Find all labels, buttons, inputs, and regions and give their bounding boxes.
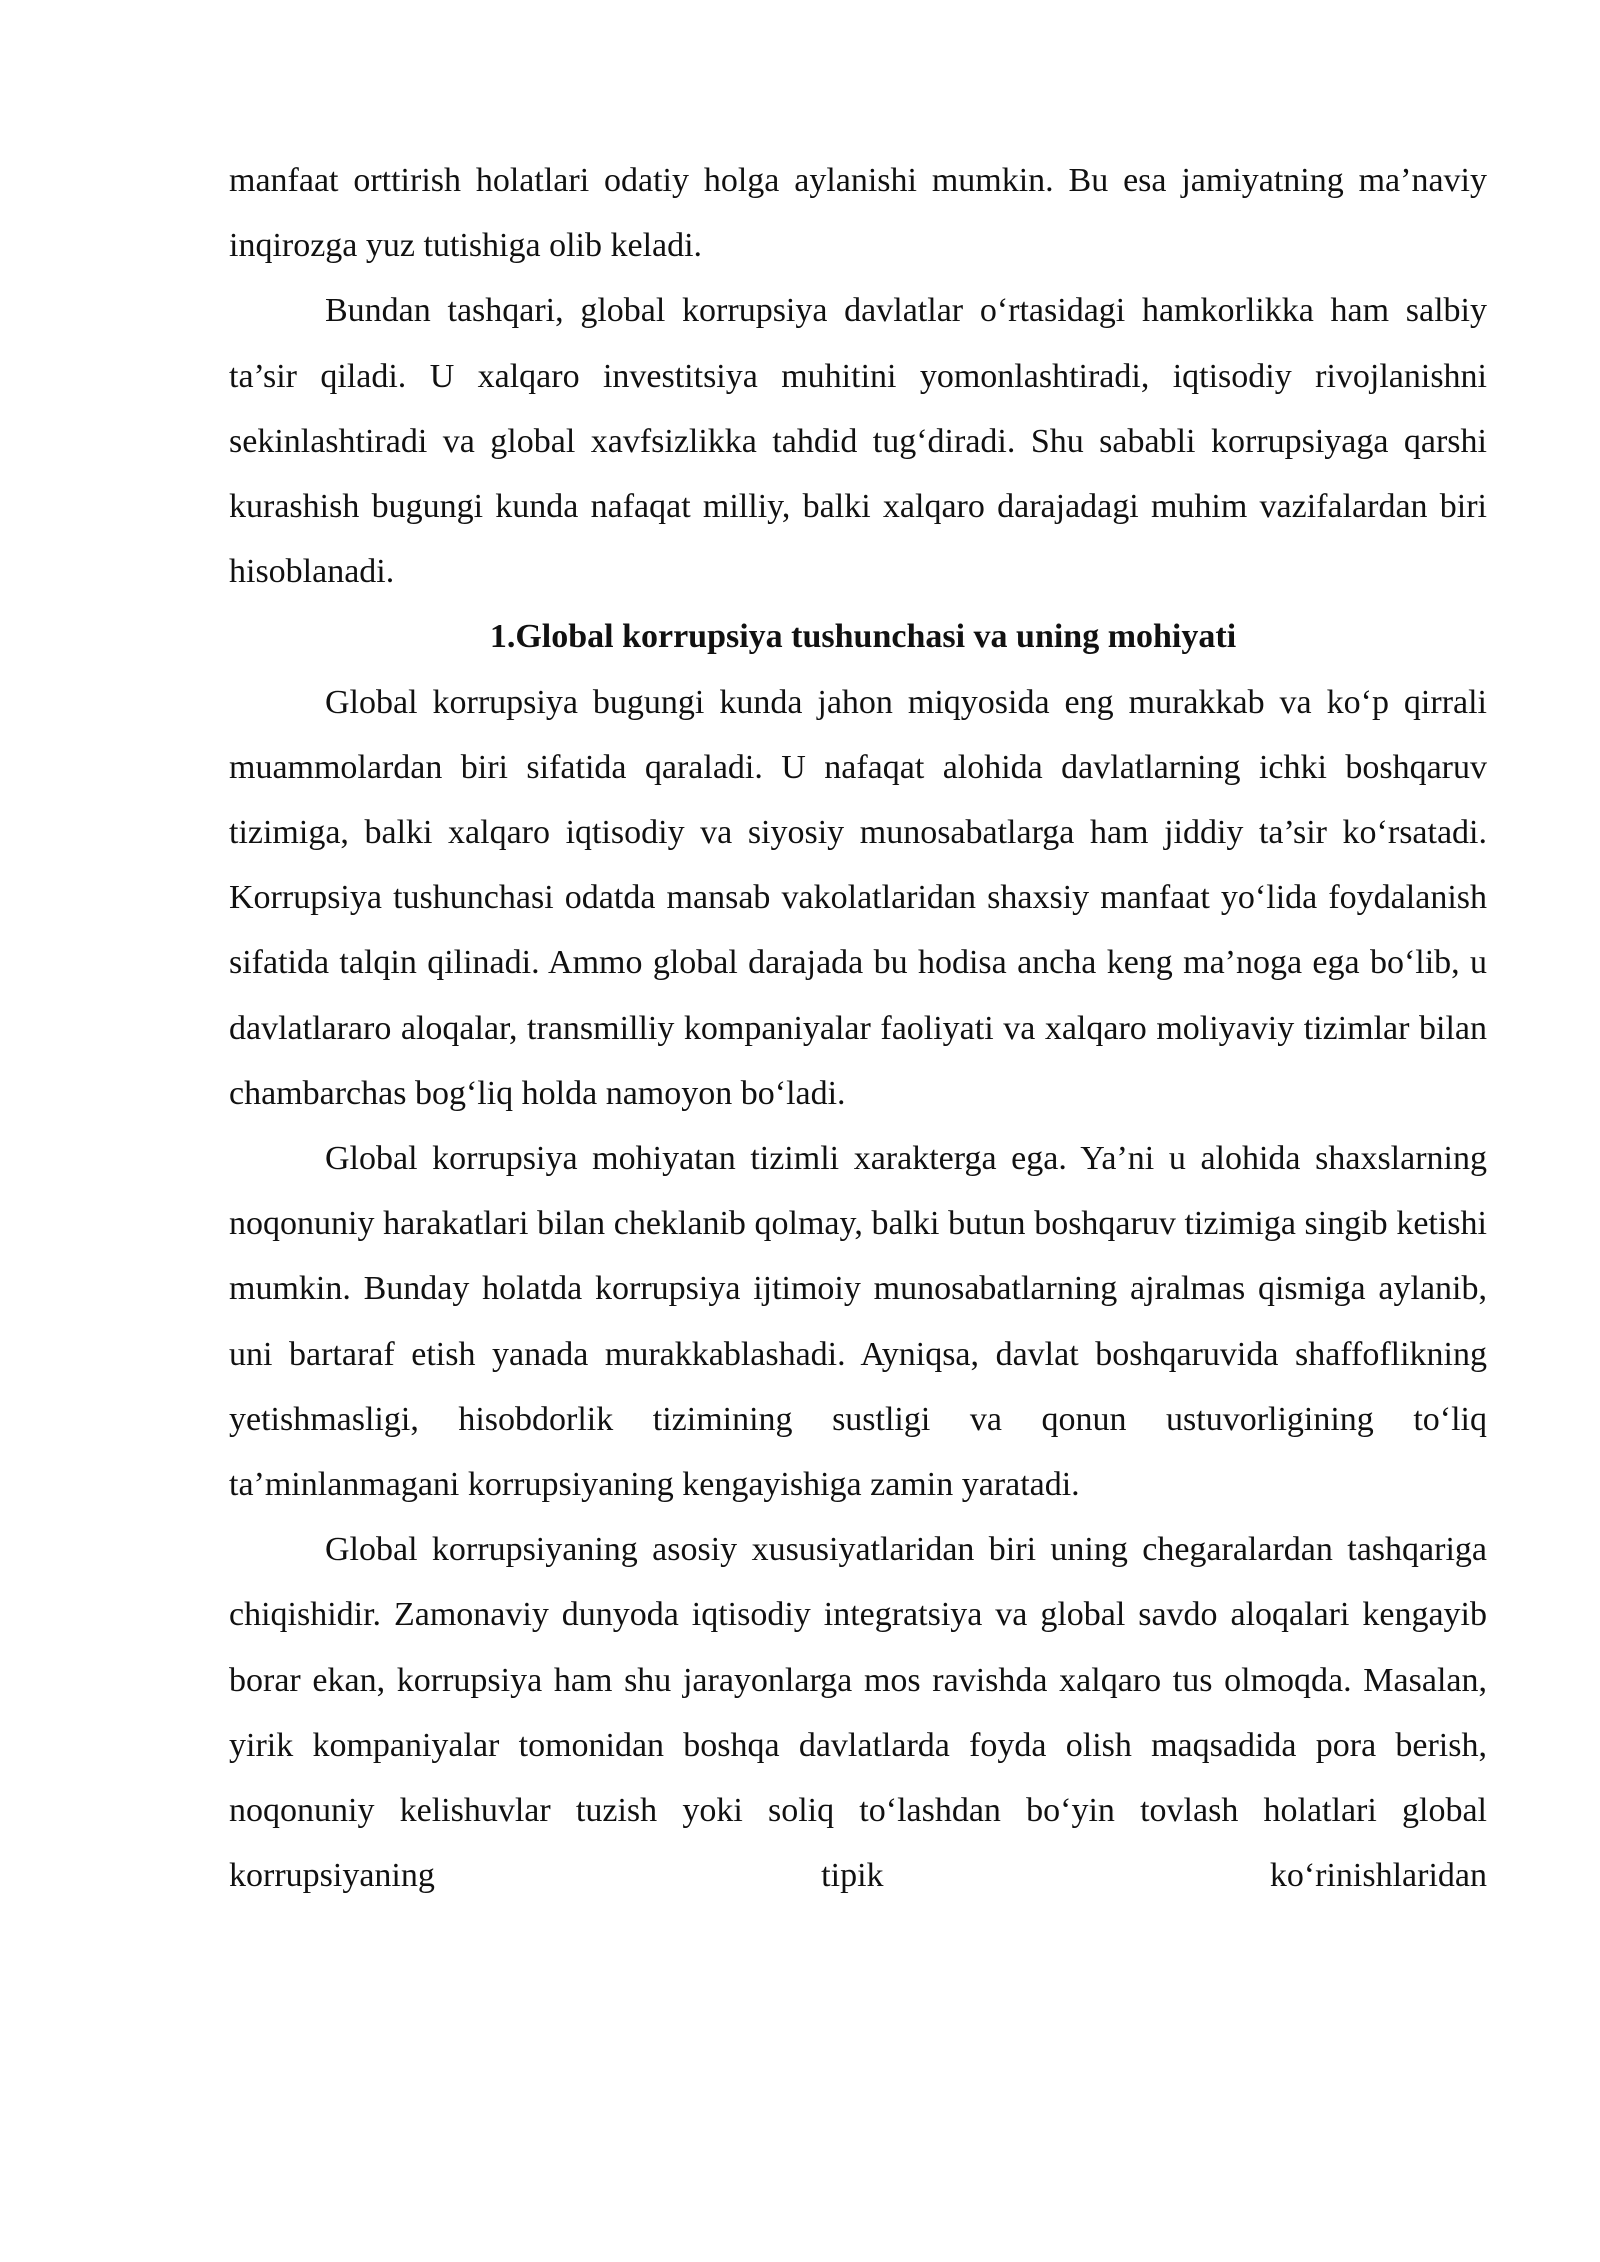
document-body: [229, 148, 1487, 1908]
section-heading: 1.Global korrupsiya tushunchasi va uning mohiyati: [489, 618, 1237, 656]
paragraph-international-impact: Bundan tashqari, global korrupsiya davlatlar o‘rtasidagi hamkorlikka ham salbiy ta’sir qiladi. U xalqaro investitsiya muhitini yomonlashtiradi, iqtisodiy rivojlanishni sekinlashtiradi va global xavfsizlikka tahdid tug‘diradi. Shu sababli korrupsiyaga qarshi kurashish bugungi kunda nafaqat milliy, balki xalqaro darajadagi muhim vazifalardan biri hisoblanadi.: [229, 292, 1487, 591]
paragraph-continuation: manfaat orttirish holatlari odatiy holga aylanishi mumkin. Bu esa jamiyatning ma’naviy inqirozga yuz tutishiga olib keladi.: [229, 162, 1487, 265]
paragraph-systemic-nature: Global korrupsiya mohiyatan tizimli xarakterga ega. Ya’ni u alohida shaxslarning noqonuniy harakatlari bilan cheklanib qolmay, balki butun boshqaruv tizimiga singib ketishi mumkin. Bunday holatda korrupsiya ijtimoiy munosabatlarning ajralmas qismiga aylanib, uni bartaraf etish yanada murakkablashadi. Ayniqsa, davlat boshqaruvida shaffoflikning yetishmasligi, hisobdorlik tizimining sustligi va qonun ustuvorligining to‘liq ta’minlanmagani korrupsiyaning kengayishiga zamin yaratadi.: [229, 1140, 1487, 1504]
paragraph-cross-border: Global korrupsiyaning asosiy xususiyatlaridan biri uning chegaralardan tashqariga chiqishidir. Zamonaviy dunyoda iqtisodiy integratsiya va global savdo aloqalari kengayib borar ekan, korrupsiya ham shu jarayonlarga mos ravishda xalqaro tus olmoqda. Masalan, yirik kompaniyalar tomonidan boshqa davlatlarda foyda olish maqsadida pora berish, noqonuniy kelishuvlar tuzish yoki soliq to‘lashdan bo‘yin tovlash holatlari global korrupsiyaning tipik ko‘rinishlaridan: [229, 1531, 1487, 1895]
paragraph-concept: Global korrupsiya bugungi kunda jahon miqyosida eng murakkab va ko‘p qirrali muammolardan biri sifatida qaraladi. U nafaqat alohida davlatlarning ichki boshqaruv tizimiga, balki xalqaro iqtisodiy va siyosiy munosabatlarga ham jiddiy ta’sir ko‘rsatadi. Korrupsiya tushunchasi odatda mansab vakolatlaridan shaxsiy manfaat yo‘lida foydalanish sifatida talqin qilinadi. Ammo global darajada bu hodisa ancha keng ma’noga ega bo‘lib, u davlatlararo aloqalar, transmilliy kompaniyalar faoliyati va xalqaro moliyaviy tizimlar bilan chambarchas bog‘liq holda namoyon bo‘ladi.: [229, 683, 1487, 1112]
